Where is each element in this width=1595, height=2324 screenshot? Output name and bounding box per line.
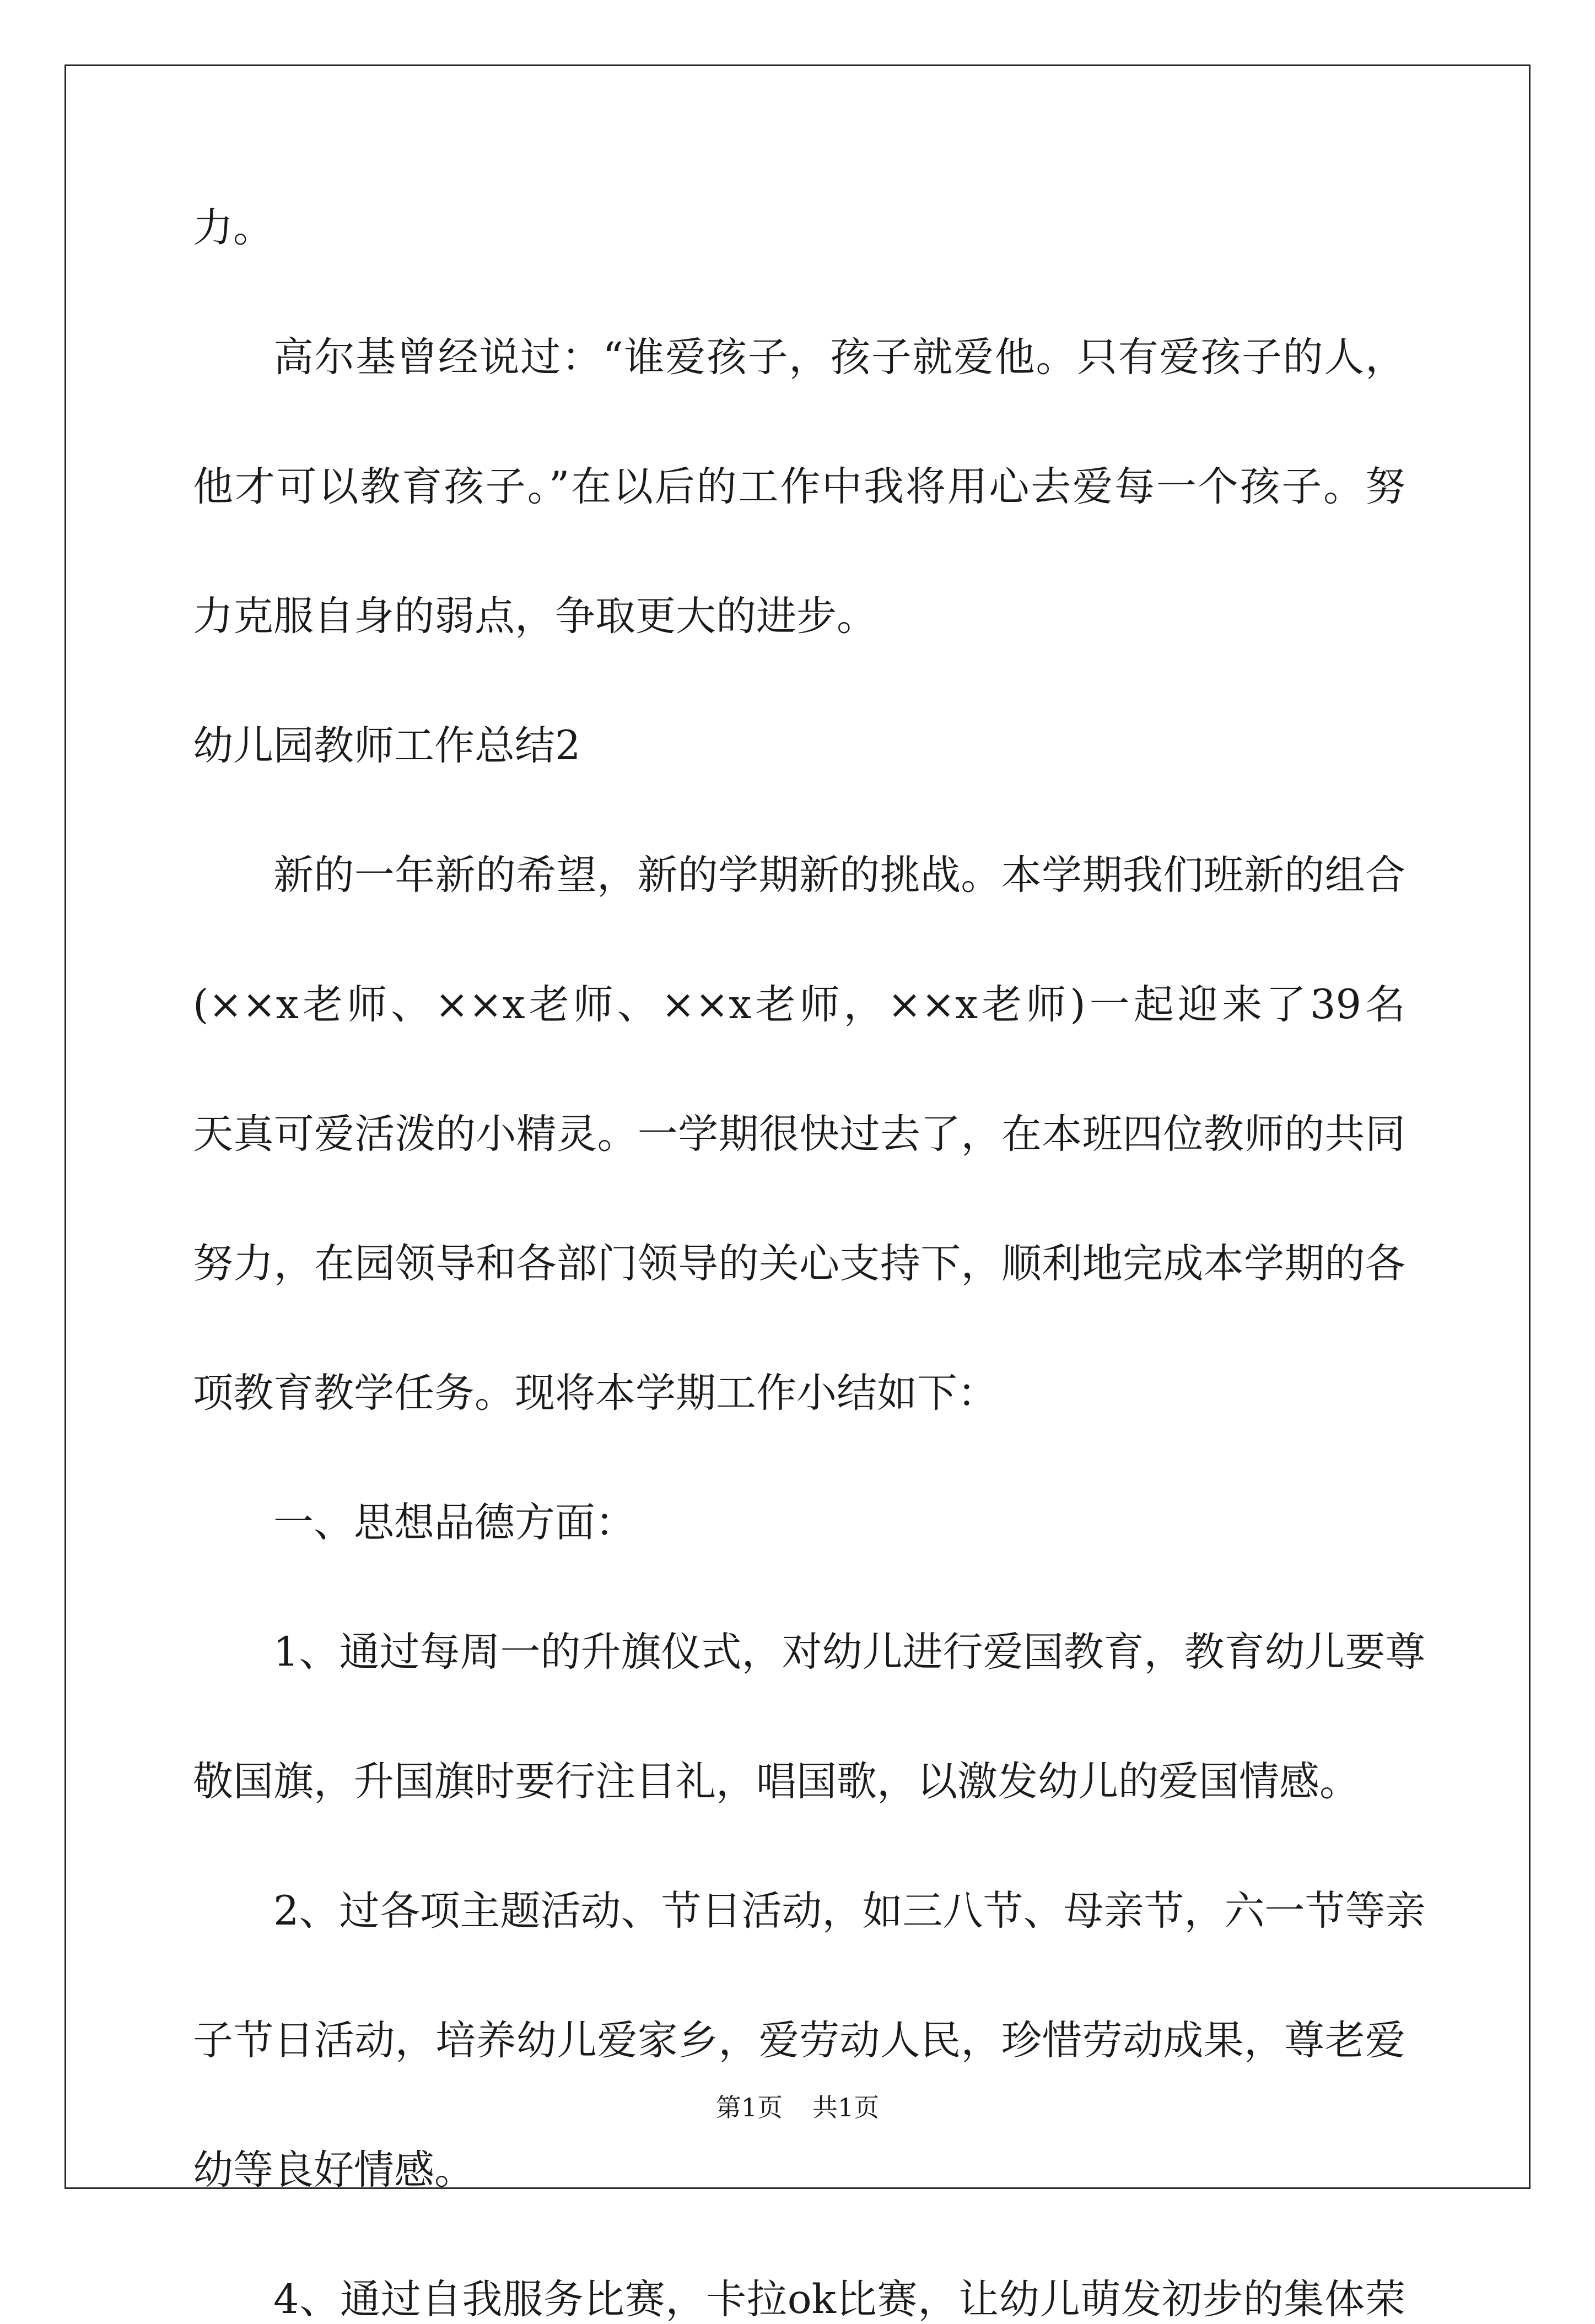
text-line: 1、通过每周一的升旗仪式，对幼儿进行爱国教育，教育幼儿要尊 xyxy=(273,1629,1426,1676)
text-line: 高尔基曾经说过：“谁爱孩子，孩子就爱他。只有爱孩子的人， xyxy=(273,334,1405,381)
text-line: 幼等良好情感。 xyxy=(193,2147,475,2193)
text-line: 力。 xyxy=(193,204,273,251)
text-line: 4、通过自我服务比赛，卡拉ok比赛，让幼儿萌发初步的集体荣 xyxy=(273,2276,1405,2323)
section-heading: 幼儿园教师工作总结2 xyxy=(193,722,581,769)
text-line: (××x老师、××x老师、××x老师，××x老师)一起迎来了39名 xyxy=(193,981,1405,1028)
text-line: 子节日活动，培养幼儿爱家乡，爱劳动人民，珍惜劳动成果，尊老爱 xyxy=(193,2017,1405,2064)
text-line: 力克服自身的弱点，争取更大的进步。 xyxy=(193,593,877,640)
page-number: 第1页 xyxy=(715,2093,783,2122)
text-line: 2、过各项主题活动、节日活动，如三八节、母亲节，六一节等亲 xyxy=(273,1888,1426,1934)
text-line: 努力，在园领导和各部门领导的关心支持下，顺利地完成本学期的各 xyxy=(193,1240,1405,1287)
text-line: 项教育教学任务。现将本学期工作小结如下： xyxy=(193,1370,998,1417)
text-line: 敬国旗，升国旗时要行注目礼，唱国歌，以激发幼儿的爱国情感。 xyxy=(193,1758,1360,1805)
text-line: 新的一年新的希望，新的学期新的挑战。本学期我们班新的组合 xyxy=(273,852,1405,899)
document-body xyxy=(193,204,1426,2324)
text-line: 天真可爱活泼的小精灵。一学期很快过去了，在本班四位教师的共同 xyxy=(193,1111,1405,1158)
subsection-heading: 一、思想品德方面： xyxy=(273,1499,635,1546)
page-total: 共1页 xyxy=(812,2093,880,2122)
text-line: 他才可以教育孩子。”在以后的工作中我将用心去爱每一个孩子。努 xyxy=(193,463,1405,510)
page-footer xyxy=(0,2091,1595,2124)
